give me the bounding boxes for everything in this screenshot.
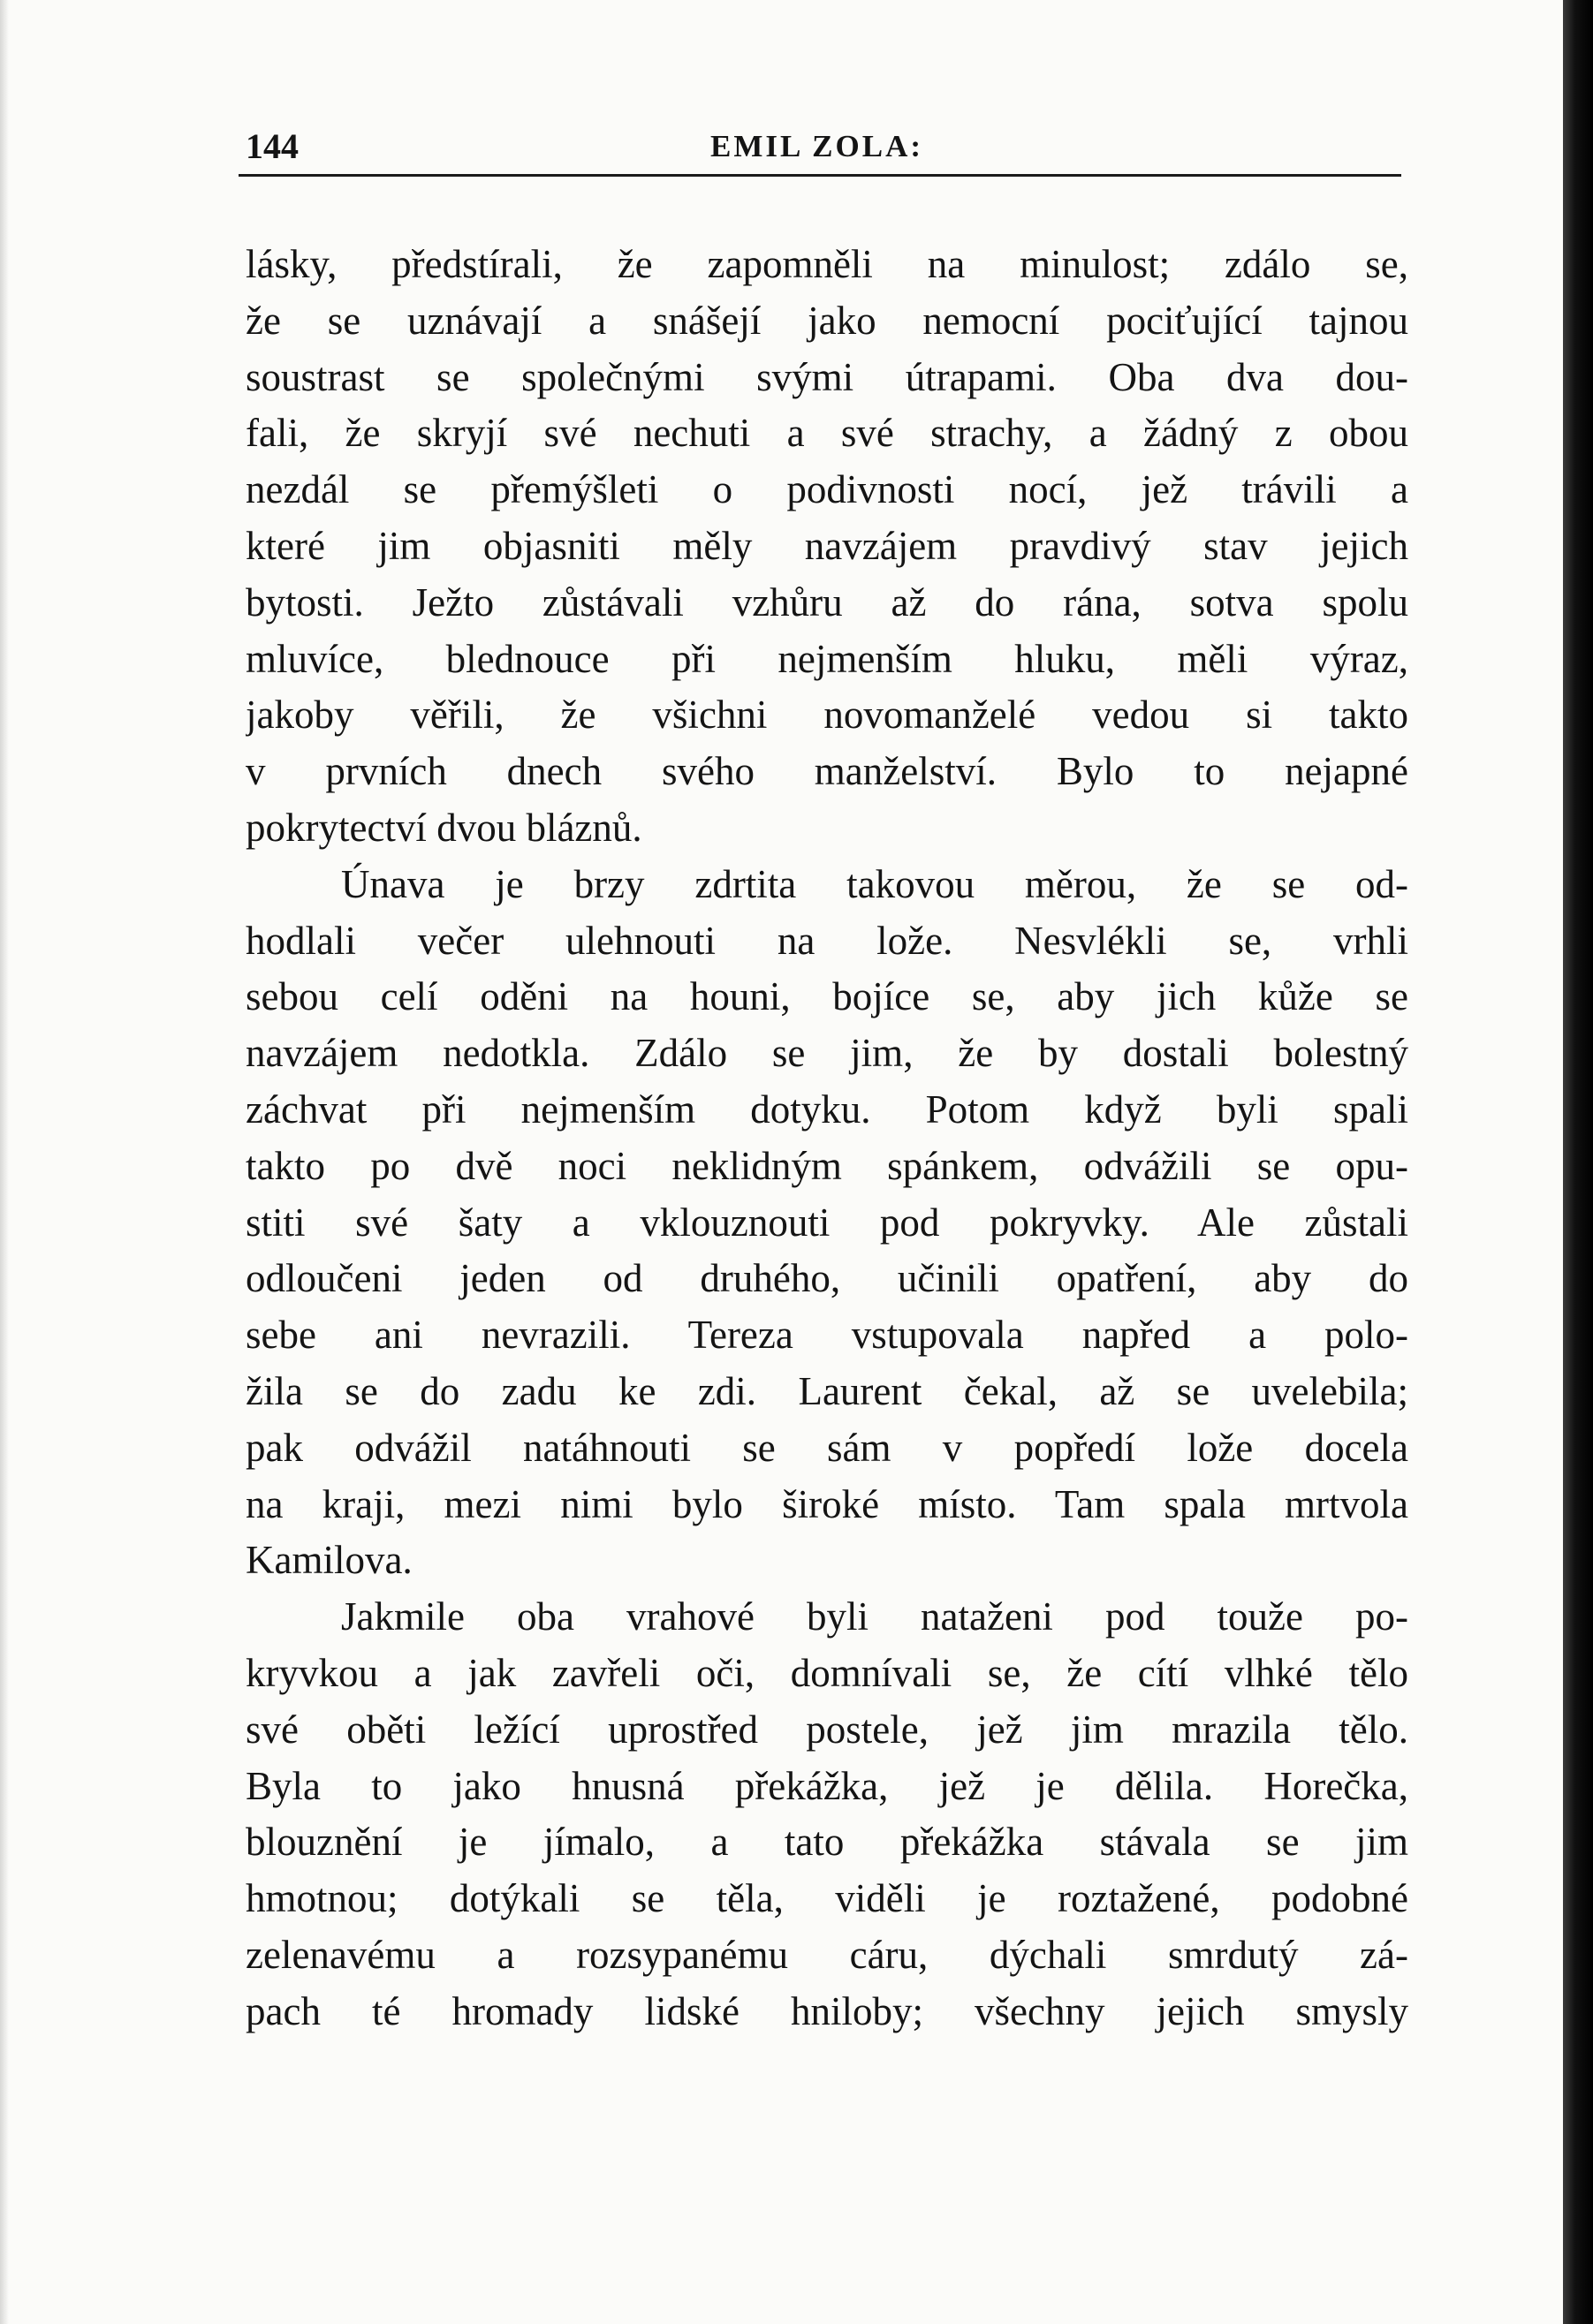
text-line: nezdál se přemýšleti o podivnosti nocí, jež trávili a (246, 467, 1408, 512)
text-line: na kraji, mezi nimi bylo široké místo. Tam spala mrtvola (246, 1481, 1408, 1526)
text-line: své oběti ležící uprostřed postele, jež jim mrazila tělo. (246, 1707, 1408, 1752)
page-number: 144 (246, 126, 299, 166)
text-line: pach té hromady lidské hniloby; všechny jejich smysly (246, 1988, 1408, 2033)
text-line: mluvíce, blednouce při nejmenším hluku, měli výraz, (246, 636, 1408, 681)
text-line: sebe ani nevrazili. Tereza vstupovala napřed a polo- (246, 1313, 1408, 1358)
text-line: záchvat při nejmenším dotyku. Potom když byli spali (246, 1086, 1408, 1132)
text-line: jakoby věřili, že všichni novomanželé vedou si takto (246, 693, 1408, 738)
text-line: navzájem nedotkla. Zdálo se jim, že by dostali bolestný (246, 1031, 1408, 1076)
text-line: lásky, předstírali, že zapomněli na minulost; zdálo se, (246, 242, 1408, 286)
text-line: takto po dvě noci neklidným spánkem, odvážili se opu- (246, 1143, 1408, 1188)
text-line: fali, že skryjí své nechuti a své strachy, a žádný z obou (246, 411, 1408, 456)
text-line: stiti své šaty a vklouznouti pod pokryvky. Ale zůstali (246, 1200, 1408, 1245)
body-text (246, 237, 1408, 2040)
running-head: EMIL ZOLA: (710, 129, 924, 163)
text-line: pokrytectví dvou bláznů. (246, 805, 642, 850)
page-header (246, 120, 1401, 173)
text-line: Byla to jako hnusná překážka, jež je dělila. Horečka, (246, 1763, 1408, 1808)
text-line: zelenavému a rozsypanému cáru, dýchali smrdutý zá- (246, 1932, 1408, 1977)
text-line: žila se do zadu ke zdi. Laurent čekal, až se uvelebila; (246, 1368, 1408, 1413)
scan-edge-right (1563, 0, 1593, 2324)
text-line: odloučeni jeden od druhého, učinili opatření, aby do (246, 1256, 1408, 1301)
paragraph-start-line: Únava je brzy zdrtita takovou měrou, že se od- (341, 861, 1408, 906)
text-line: v prvních dnech svého manželství. Bylo to nejapné (246, 749, 1408, 794)
text-line: bytosti. Ježto zůstávali vzhůru až do rána, sotva spolu (246, 579, 1408, 625)
text-line: blouznění je jímalo, a tato překážka stávala se jim (246, 1820, 1408, 1865)
text-line: kryvkou a jak zavřeli oči, domnívali se, že cítí vlhké tělo (246, 1650, 1408, 1695)
text-line: že se uznávají a snášejí jako nemocní pociťující tajnou (246, 298, 1408, 343)
text-line: Kamilova. (246, 1538, 413, 1583)
text-line: soustrast se společnými svými útrapami. Oba dva dou- (246, 354, 1408, 399)
scan-edge-left (0, 0, 9, 2324)
text-line: sebou celí oděni na houni, bojíce se, aby jich kůže se (246, 974, 1408, 1019)
text-line: hmotnou; dotýkali se těla, viděli je roztažené, podobné (246, 1876, 1408, 1921)
header-rule (239, 174, 1401, 177)
paragraph-start-line: Jakmile oba vrahové byli nataženi pod touže po- (341, 1594, 1408, 1639)
text-line: hodlali večer ulehnouti na lože. Nesvlékli se, vrhli (246, 918, 1408, 963)
text-line: které jim objasniti měly navzájem pravdivý stav jejich (246, 523, 1408, 568)
text-line: pak odvážil natáhnouti se sám v popředí lože docela (246, 1425, 1408, 1470)
